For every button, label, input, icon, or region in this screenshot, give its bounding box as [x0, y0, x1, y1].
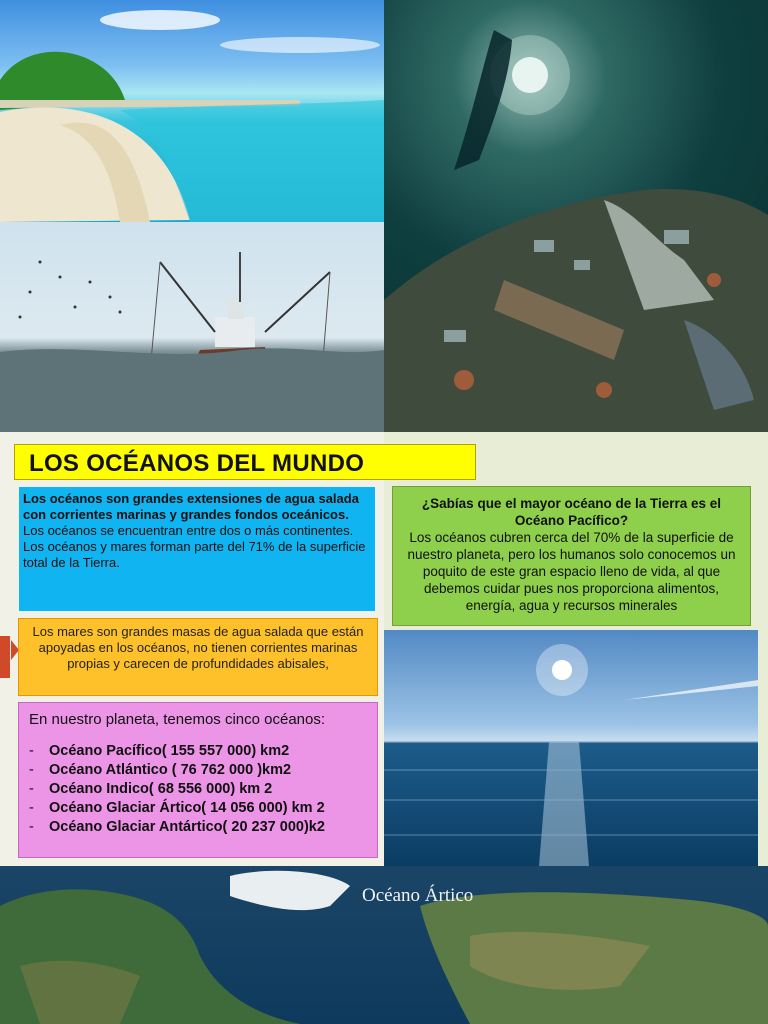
title-box [14, 444, 476, 480]
ocean-definition-surface: Los océanos y mares forman parte del 71% de la superficie total de la Tierra. [23, 539, 366, 570]
list-item: - Océano Indico( 68 556 000) km 2 [29, 781, 273, 797]
ocean-pollution-photo [384, 0, 768, 432]
oceans-list [29, 742, 367, 837]
slide-marker [0, 636, 10, 678]
five-oceans-box [18, 702, 378, 858]
beach-photo [0, 0, 384, 222]
ocean-definition-continents: Los océanos se encuentran entre dos o más continentes. [23, 523, 354, 538]
ocean-pacific: Océano Pacífico( 155 557 000) km2 [49, 743, 290, 759]
map-label-arctic-ocean: Océano Ártico [362, 885, 474, 906]
did-you-know-text: Los océanos cubren cerca del 70% de la superficie de nuestro planeta, pero los humanos solo conocemos un poquito de este gran espacio lleno de vida, al que debemos cuidar pues nos proporciona alimentos, energía, agua y recursos minerales [407, 530, 736, 613]
did-you-know-box [392, 486, 751, 626]
five-oceans-intro: En nuestro planeta, tenemos cinco océanos: [29, 711, 326, 728]
list-item: - Océano Glaciar Antártico( 20 237 000)k2 [29, 819, 325, 835]
ocean-definition-bold: Los océanos son grandes extensiones de agua salada con corrientes marinas y grandes fondos oceánicos. [23, 491, 359, 522]
ocean-indian: Océano Indico( 68 556 000) km 2 [49, 781, 273, 797]
page-title: LOS OCÉANOS DEL MUNDO [29, 450, 365, 477]
seas-definition-text: Los mares son grandes masas de agua salada que están apoyadas en los océanos, no tienen corrientes marinas propias y carecen de profundidades abisales, [32, 624, 364, 671]
ocean-definition-box [18, 486, 376, 612]
ocean-atlantic: Océano Atlántico ( 76 762 000 )km2 [49, 762, 292, 778]
fishing-boat-photo [0, 222, 384, 432]
seas-definition-box [18, 618, 378, 696]
ocean-arctic: Océano Glaciar Ártico( 14 056 000) km 2 [49, 800, 325, 816]
open-sea-photo [384, 630, 758, 866]
did-you-know-question: ¿Sabías que el mayor océano de la Tierra es el Océano Pacífico? [421, 496, 722, 528]
list-item: - Océano Glaciar Ártico( 14 056 000) km 2 [29, 800, 325, 816]
list-item: - Océano Atlántico ( 76 762 000 )km2 [29, 762, 292, 778]
ocean-antarctic: Océano Glaciar Antártico( 20 237 000)k2 [49, 819, 325, 835]
list-item: - Océano Pacífico( 155 557 000) km2 [29, 743, 290, 759]
